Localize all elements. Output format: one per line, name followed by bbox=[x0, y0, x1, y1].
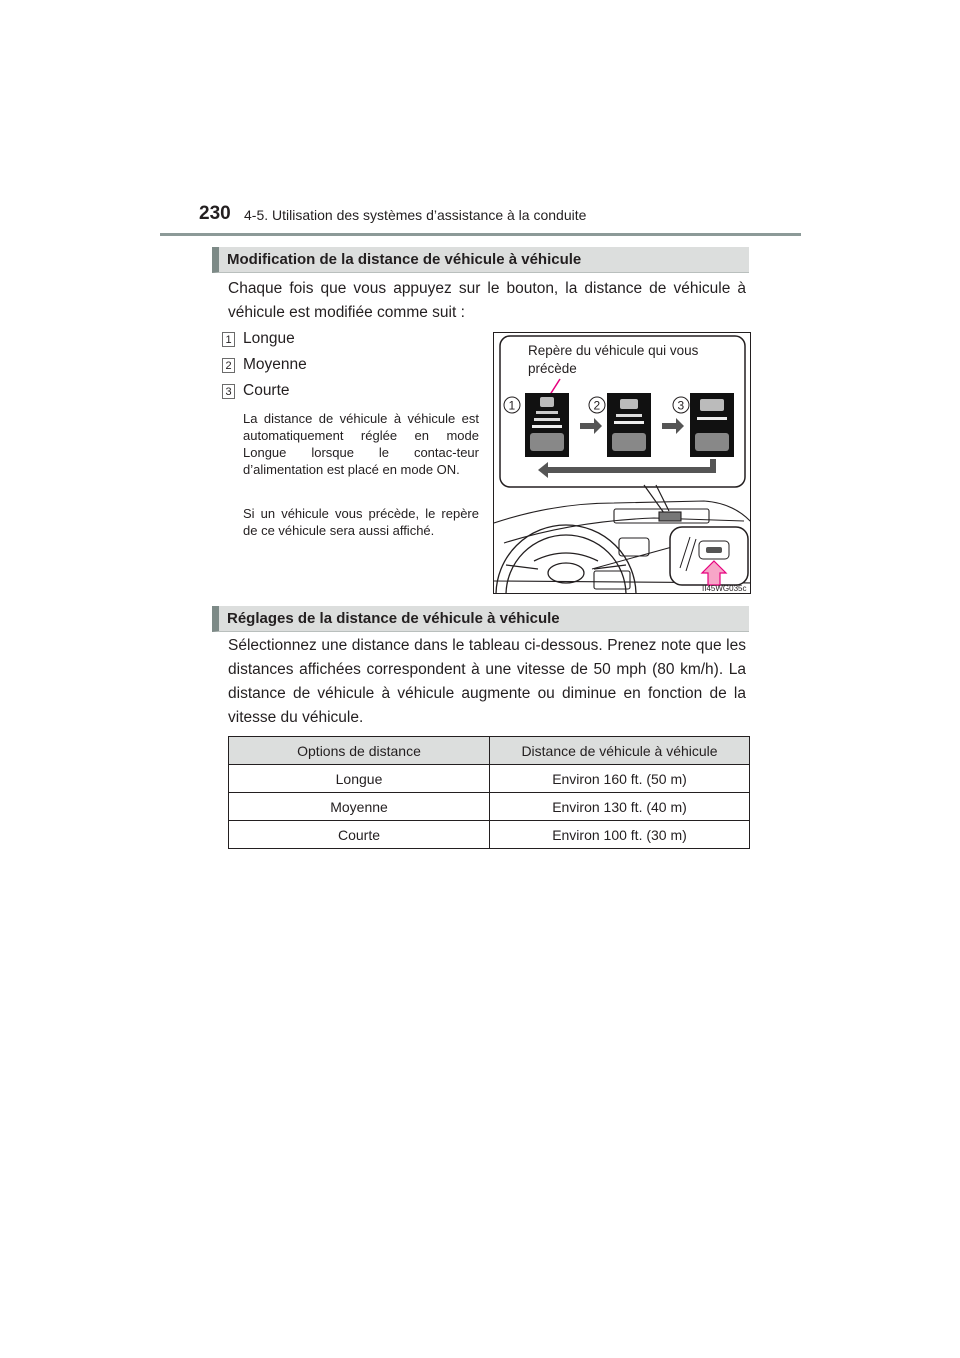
distance-table bbox=[228, 736, 750, 849]
table-cell: Environ 130 ft. (40 m) bbox=[490, 793, 750, 821]
note-paragraph: La distance de véhicule à véhicule est automatiquement réglée en mode Longue lorsque le contac-teur d’alimentation est placé en mode ON. bbox=[243, 411, 479, 477]
steering-wheel-icon bbox=[496, 525, 636, 594]
svg-text:2: 2 bbox=[593, 398, 601, 413]
page-number: 230 bbox=[199, 203, 231, 224]
header-divider bbox=[160, 233, 801, 236]
svg-text:1: 1 bbox=[508, 398, 516, 413]
list-item bbox=[222, 356, 307, 376]
item-label: Longue bbox=[243, 330, 295, 347]
distance-illustration bbox=[493, 332, 751, 594]
section-heading-modification: Modification de la distance de véhicule à véhicule bbox=[212, 247, 749, 273]
display-short-icon bbox=[690, 393, 734, 457]
settings-paragraph: Sélectionnez une distance dans le tableau ci-dessous. Prenez note que les distances affichées correspondent à une vitesse de 50 mph (80 km/h). La distance de véhicule à véhicule augmente ou diminue en fonction de la vitesse du véhicule. bbox=[228, 637, 746, 726]
display-long-icon bbox=[525, 393, 569, 457]
column-header: Distance de véhicule à véhicule bbox=[490, 737, 750, 765]
item-number: 1 bbox=[222, 332, 235, 347]
item-number: 2 bbox=[222, 358, 235, 373]
table-cell: Moyenne bbox=[229, 793, 490, 821]
svg-text:3: 3 bbox=[677, 398, 685, 413]
section-heading-settings: Réglages de la distance de véhicule à véhicule bbox=[212, 606, 749, 632]
figure-code: II45WG035c bbox=[702, 584, 747, 593]
item-number: 3 bbox=[222, 384, 235, 399]
right-arrow-icon bbox=[662, 418, 684, 434]
right-arrow-icon bbox=[580, 418, 602, 434]
list-item bbox=[222, 330, 295, 350]
return-arrow-icon bbox=[538, 459, 716, 478]
table-cell: Environ 100 ft. (30 m) bbox=[490, 821, 750, 849]
table-header-row bbox=[229, 737, 750, 765]
chapter-title: 4-5. Utilisation des systèmes d’assistance à la conduite bbox=[244, 207, 587, 223]
table-row bbox=[229, 793, 750, 821]
callout-label: Repère du véhicule qui vous bbox=[528, 343, 699, 358]
table-row bbox=[229, 765, 750, 793]
note-paragraph: Si un véhicule vous précède, le repère de ce véhicule sera aussi affiché. bbox=[243, 506, 479, 538]
intro-paragraph: Chaque fois que vous appuyez sur le bouton, la distance de véhicule à véhicule est modifiée comme suit : bbox=[228, 280, 746, 321]
table-cell: Longue bbox=[229, 765, 490, 793]
table-cell: Environ 160 ft. (50 m) bbox=[490, 765, 750, 793]
column-header: Options de distance bbox=[229, 737, 490, 765]
table-cell: Courte bbox=[229, 821, 490, 849]
item-label: Courte bbox=[243, 382, 290, 399]
callout-label-line2: précède bbox=[528, 361, 577, 376]
list-item bbox=[222, 382, 290, 402]
table-row bbox=[229, 821, 750, 849]
display-medium-icon bbox=[607, 393, 651, 457]
item-label: Moyenne bbox=[243, 356, 307, 373]
